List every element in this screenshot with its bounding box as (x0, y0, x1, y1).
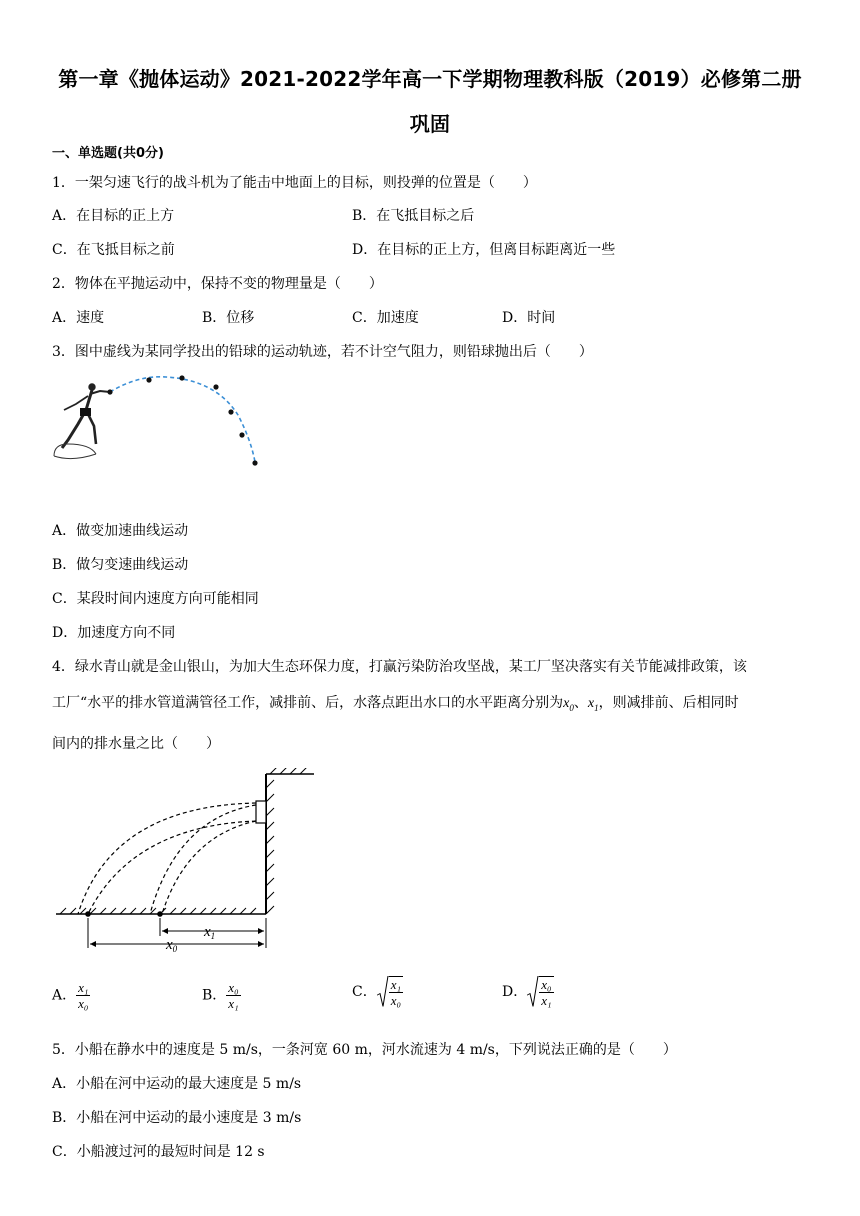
q3-option-c: C．某段时间内速度方向可能相同 (52, 591, 259, 607)
q5-option-c: C．小船渡过河的最短时间是 12 s (52, 1144, 265, 1160)
q1-option-b: B．在飞抵目标之后 (352, 208, 475, 224)
label-x0: $x_0$ (166, 937, 178, 954)
q3-option-b: B．做匀变速曲线运动 (52, 557, 189, 573)
q3-stem: 3．图中虚线为某同学投出的铅球的运动轨迹，若不计空气阻力，则铅球抛出后（ ） (52, 344, 593, 360)
q2-stem: 2．物体在平抛运动中，保持不变的物理量是（ ） (52, 276, 383, 292)
trajectory-before-upper (78, 803, 256, 914)
label-x1: $x_1$ (204, 924, 216, 941)
q3-option-d: D．加速度方向不同 (52, 625, 176, 641)
trajectory-after-upper (150, 805, 256, 914)
q4-option-d: D． $\frac{\text{x₀}}{\text{x₁}}$ (502, 977, 552, 1008)
square-root: $\frac{\text{x₀}}{\text{x₁}}$ (527, 976, 553, 1008)
q1-option-a: A．在目标的正上方 (52, 208, 175, 224)
landing-point-after (157, 911, 163, 917)
document-title-line1: 第一章《抛体运动》2021-2022学年高一下学期物理教科版（2019）必修第二册 (58, 67, 802, 91)
trajectory-dashed-curve (110, 377, 255, 462)
athlete-silhouette (62, 384, 110, 448)
q4-stem-line3: 间内的排水量之比（ ） (52, 736, 220, 752)
document-title-line2: 巩固 (409, 112, 451, 136)
q3-option-a: A．做变加速曲线运动 (52, 523, 189, 539)
q1-stem: 1．一架匀速飞行的战斗机为了能击中地面上的目标，则投弹的位置是（ ） (52, 175, 537, 191)
fraction: $\frac{\text{x₁}}{\text{x₀}}$ (78, 980, 89, 1011)
trajectory-dot (179, 375, 184, 380)
q4-stem-line2: 工厂“水平的排水管道满管径工作，减排前、后，水落点距出水口的水平距离分别为$x_0$、$x_1$，则减排前、后相同时 (52, 695, 739, 713)
trajectory-dot (213, 384, 218, 389)
q4-option-c: C． $\frac{\text{x₁}}{\text{x₀}}$ (352, 977, 402, 1008)
q4-stem-line1: 4．绿水青山就是金山银山，为加大生态环保力度，打赢污染防治攻坚战，某工厂坚决落实有关节能减排政策，该 (52, 659, 747, 675)
q5-option-a: A．小船在河中运动的最大速度是 5 m/s (52, 1076, 302, 1092)
trajectory-dot (228, 409, 233, 414)
q1-option-d: D．在目标的正上方，但离目标距离近一些 (352, 242, 616, 258)
q5-option-b: B．小船在河中运动的最小速度是 3 m/s (52, 1110, 302, 1126)
drain-pipe-figure (52, 768, 322, 960)
trajectory-dot (107, 389, 112, 394)
section-heading: 一、单选题(共0分) (52, 146, 164, 161)
q2-option-a: A．速度 (52, 310, 105, 326)
q4-option-b: B． $\frac{\text{x₀}}{\text{x₁}}$ (202, 980, 239, 1011)
trajectory-after-lower (162, 821, 256, 914)
q5-stem: 5．小船在静水中的速度是 5 m/s，一条河宽 60 m，河水流速为 4 m/s，下列说法正确的是（ ） (52, 1042, 677, 1058)
trajectory-dot (146, 377, 151, 382)
landing-point-before (85, 911, 91, 917)
square-root: $\frac{\text{x₁}}{\text{x₀}}$ (377, 976, 403, 1008)
trajectory-dot (252, 460, 257, 465)
q2-option-d: D．时间 (502, 310, 556, 326)
pipe-outlet (256, 801, 266, 823)
trajectory-dot (239, 432, 244, 437)
symbol-x1: $x_1$ (587, 696, 599, 713)
q1-option-c: C．在飞抵目标之前 (52, 242, 175, 258)
q4-option-a: A． $\frac{\text{x₁}}{\text{x₀}}$ (52, 980, 89, 1011)
shot-put-figure (48, 370, 268, 470)
q2-option-b: B．位移 (202, 310, 255, 326)
throwing-circle (54, 444, 96, 456)
q2-option-c: C．加速度 (352, 310, 419, 326)
fraction: $\frac{\text{x₀}}{\text{x₁}}$ (228, 980, 239, 1011)
trajectory-before-lower (88, 821, 256, 914)
symbol-x0: $x_0$ (563, 696, 574, 713)
